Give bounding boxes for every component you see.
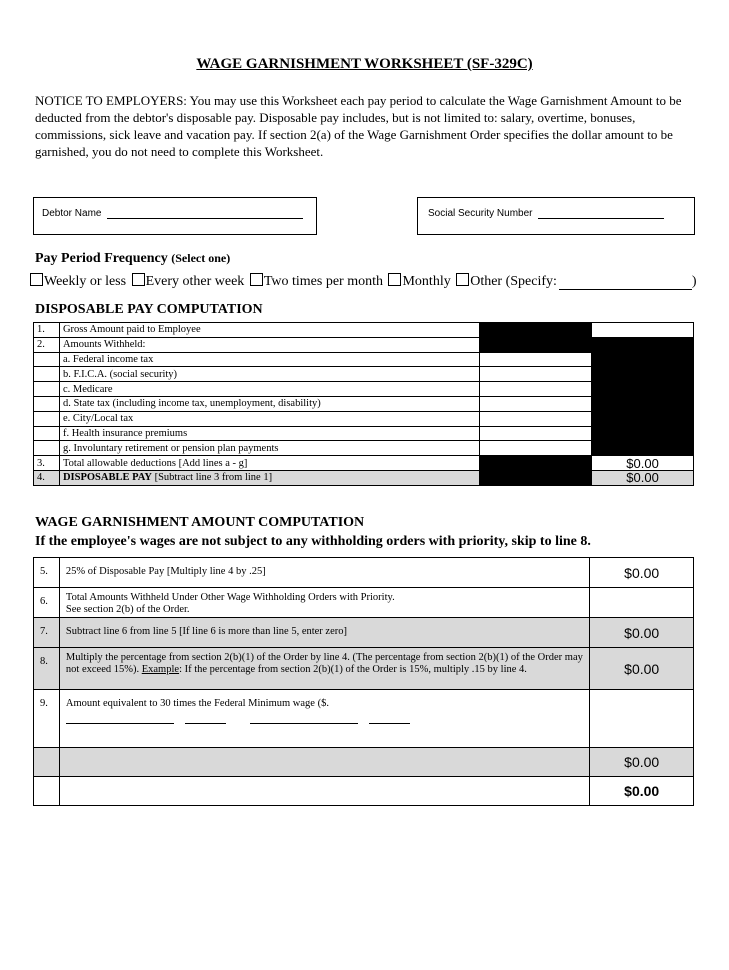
line-5-amount: $0.00 (590, 558, 694, 588)
debtor-name-field[interactable] (107, 208, 303, 219)
garnishment-total-amount: $0.00 (590, 777, 694, 806)
table-row: b. F.I.C.A. (social security) (34, 367, 694, 382)
checkbox[interactable] (456, 273, 469, 286)
table-row: f. Health insurance premiums (34, 426, 694, 441)
line-8-amount: $0.00 (590, 648, 694, 690)
table-row: 5. 25% of Disposable Pay [Multiply line 4 by .25] $0.00 (34, 558, 694, 588)
table-row: 4. DISPOSABLE PAY [Subtract line 3 from line 1] $0.00 (34, 470, 694, 485)
table-row: 6. Total Amounts Withheld Under Other Wage Withholding Orders with Priority. See section 2(b) of the Order. (34, 588, 694, 618)
notice-text: NOTICE TO EMPLOYERS: You may use this Worksheet each pay period to calculate the Wage Garnishment Amount to be deducted from the debtor's disposable pay. Disposable pay includes, but is not limited to: salary, overtime, bonuses, commissions, sick leave and vacation pay. If section 2(a) of the Wage Garnishment Order specifies the dollar amount to be garnished, you do not need to complete this Worksheet. (35, 93, 682, 159)
table-row: 3. Total allowable deductions [Add lines a - g] $0.00 (34, 456, 694, 471)
table-row: c. Medicare (34, 382, 694, 397)
blank-field[interactable] (250, 713, 358, 724)
ssn-box (417, 197, 695, 235)
table-row (34, 777, 694, 806)
pay-period-heading: Pay Period Frequency (Select one) (35, 251, 231, 266)
table-row: 9. Amount equivalent to 30 times the Federal Minimum wage ($. (34, 690, 694, 748)
amount-cell[interactable] (592, 323, 694, 338)
checkbox[interactable] (388, 273, 401, 286)
table-row: e. City/Local tax (34, 411, 694, 426)
table-row: 8. Multiply the percentage from section 2(b)(1) of the Order by line 4. (The percentage from section 2(b)(1) of the Order may not exceed 15%). Example: If the percentage from section 2(b)(1) of the Order is 15%, multiply .15 by line 4. $0.00 (34, 648, 694, 690)
amount-cell[interactable] (480, 411, 592, 426)
line-6-amount[interactable] (590, 588, 694, 618)
checkbox[interactable] (132, 273, 145, 286)
table-row: 7. Subtract line 6 from line 5 [If line 6 is more than line 5, enter zero] $0.00 (34, 618, 694, 648)
option-weekly[interactable]: Weekly or less (30, 274, 126, 289)
line-9-blanks (66, 712, 583, 724)
amount-cell[interactable] (480, 441, 592, 456)
debtor-name-label: Debtor Name (42, 208, 102, 219)
blank-field[interactable] (369, 713, 410, 724)
wage-garnishment-table (33, 557, 694, 806)
other-specify-field[interactable] (559, 279, 692, 290)
redacted-cell (592, 337, 694, 455)
option-every-other-week[interactable]: Every other week (132, 274, 245, 289)
redacted-cell (480, 470, 592, 485)
select-one-note: (Select one) (171, 251, 231, 265)
disposable-pay-heading: DISPOSABLE PAY COMPUTATION (35, 302, 263, 317)
wage-garnishment-heading: WAGE GARNISHMENT AMOUNT COMPUTATION (35, 515, 365, 530)
blank-field[interactable] (185, 713, 226, 724)
table-row (34, 748, 694, 777)
table-row: g. Involuntary retirement or pension plan payments (34, 441, 694, 456)
amount-cell[interactable] (480, 367, 592, 382)
ssn-label: Social Security Number (428, 208, 533, 219)
disposable-pay-table (33, 322, 694, 486)
wage-garnishment-subheading: If the employee's wages are not subject to any withholding orders with priority, skip to line 8. (35, 534, 591, 549)
option-monthly[interactable]: Monthly (388, 274, 450, 289)
pay-period-options: Weekly or less Every other week Two times per month Monthly Other (Specify: ) (30, 273, 697, 290)
redacted-cell (480, 323, 592, 338)
redacted-cell (480, 337, 592, 352)
table-row: a. Federal income tax (34, 352, 694, 367)
line-10-amount: $0.00 (590, 748, 694, 777)
blank-field[interactable] (66, 713, 174, 724)
page-title: WAGE GARNISHMENT WORKSHEET (SF-329C) (196, 56, 533, 72)
amount-cell[interactable] (480, 396, 592, 411)
table-row: 1. Gross Amount paid to Employee (34, 323, 694, 338)
amount-cell[interactable] (480, 352, 592, 367)
table-row: d. State tax (including income tax, unemployment, disability) (34, 396, 694, 411)
option-other[interactable]: Other (Specify: (456, 274, 557, 289)
line-7-amount: $0.00 (590, 618, 694, 648)
ssn-field[interactable] (538, 208, 664, 219)
debtor-name-box (33, 197, 317, 235)
line-9-amount[interactable] (590, 690, 694, 748)
option-two-times-per-month[interactable]: Two times per month (250, 274, 383, 289)
disposable-pay-amount: $0.00 (592, 470, 694, 485)
amount-cell[interactable] (480, 426, 592, 441)
table-row: 2. Amounts Withheld: (34, 337, 694, 352)
redacted-cell (480, 456, 592, 471)
amount-cell[interactable] (480, 382, 592, 397)
checkbox[interactable] (30, 273, 43, 286)
checkbox[interactable] (250, 273, 263, 286)
total-deductions-amount: $0.00 (592, 456, 694, 471)
